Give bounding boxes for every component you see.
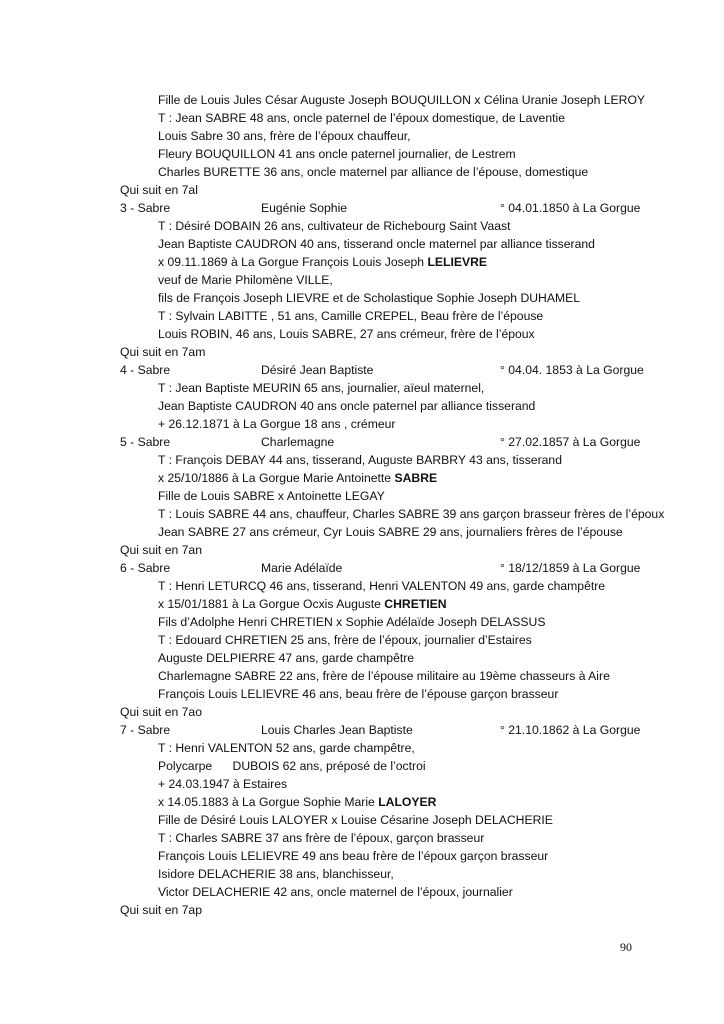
- text-line: Victor DELACHERIE 42 ans, oncle maternel de l’époux, journalier: [158, 885, 513, 899]
- text-line: Jean SABRE 27 ans crémeur, Cyr Louis SABRE 29 ans, journaliers frères de l’épouse: [158, 525, 623, 539]
- text-line: T : Louis SABRE 44 ans, chauffeur, Charles SABRE 39 ans garçon brasseur frères de l’époux: [158, 507, 665, 521]
- entry-birth: ° 04.01.1850 à La Gorgue: [500, 201, 641, 215]
- text-line: François Louis LELIEVRE 49 ans beau frère de l’époux garçon brasseur: [158, 849, 549, 863]
- text-line: Louis Sabre 30 ans, frère de l’époux chauffeur,: [158, 129, 411, 143]
- text-line: Fille de Louis Jules César Auguste Joseph BOUQUILLON x Célina Uranie Joseph LEROY: [158, 93, 646, 107]
- text-line: François Louis LELIEVRE 46 ans, beau frère de l’épouse garçon brasseur: [158, 687, 559, 701]
- text-line: T : Henri LETURCQ 46 ans, tisserand, Henri VALENTON 49 ans, garde champêtre: [158, 579, 606, 593]
- text-line: T : Jean SABRE 48 ans, oncle paternel de l’époux domestique, de Laventie: [158, 111, 565, 125]
- spouse-surname: SABRE: [394, 471, 438, 485]
- follow-note: Qui suit en 7ao: [120, 705, 202, 719]
- entry-birth: ° 27.02.1857 à La Gorgue: [500, 435, 641, 449]
- entry-name: Désiré Jean Baptiste: [261, 363, 374, 377]
- page-number: 90: [620, 940, 632, 954]
- text-line: T : Charles SABRE 37 ans frère de l’époux, garçon brasseur: [158, 831, 485, 845]
- text-line: Charles BURETTE 36 ans, oncle maternel par alliance de l’épouse, domestique: [158, 165, 589, 179]
- spouse-surname: LELIEVRE: [427, 255, 488, 269]
- entry-birth: ° 21.10.1862 à La Gorgue: [500, 723, 641, 737]
- follow-note: Qui suit en 7am: [120, 345, 206, 359]
- marriage-line: x 09.11.1869 à La Gorgue François Louis Joseph LELIEVRE: [158, 255, 488, 269]
- marriage-line: x 15/01/1881 à La Gorgue Ocxis Auguste CHRETIEN: [158, 597, 447, 611]
- text-line: Jean Baptiste CAUDRON 40 ans, tisserand oncle maternel par alliance tisserand: [158, 237, 595, 251]
- text-line: Jean Baptiste CAUDRON 40 ans oncle paternel par alliance tisserand: [158, 399, 536, 413]
- entry-number: 3 - Sabre: [120, 201, 171, 215]
- entry-name: Charlemagne: [261, 435, 335, 449]
- text-line: T : Sylvain LABITTE , 51 ans, Camille CREPEL, Beau frère de l’épouse: [158, 309, 544, 323]
- text-line: T : Désiré DOBAIN 26 ans, cultivateur de Richebourg Saint Vaast: [158, 219, 511, 233]
- text-line: veuf de Marie Philomène VILLE,: [158, 273, 333, 287]
- text-line: + 26.12.1871 à La Gorgue 18 ans , crémeur: [158, 417, 396, 431]
- spouse-surname: CHRETIEN: [384, 597, 447, 611]
- marriage-line: x 14.05.1883 à La Gorgue Sophie Marie LALOYER: [158, 795, 437, 809]
- text-line: Charlemagne SABRE 22 ans, frère de l’épouse militaire au 19ème chasseurs à Aire: [158, 669, 610, 683]
- entry-number: 4 - Sabre: [120, 363, 171, 377]
- text-line: Louis ROBIN, 46 ans, Louis SABRE, 27 ans crémeur, frère de l’époux: [158, 327, 535, 341]
- entry-name: Louis Charles Jean Baptiste: [261, 723, 413, 737]
- entry-number: 5 - Sabre: [120, 435, 171, 449]
- text-line: Polycarpe DUBOIS 62 ans, préposé de l’octroi: [158, 759, 426, 773]
- text-line: Fils d’Adolphe Henri CHRETIEN x Sophie Adélaïde Joseph DELASSUS: [158, 615, 546, 629]
- entry-number: 7 - Sabre: [120, 723, 171, 737]
- follow-note: Qui suit en 7ap: [120, 903, 202, 917]
- text-line: T : Jean Baptiste MEURIN 65 ans, journalier, aïeul maternel,: [158, 381, 485, 395]
- entry-birth: ° 18/12/1859 à La Gorgue: [500, 561, 641, 575]
- entry-name: Eugénie Sophie: [261, 201, 348, 215]
- text-line: Auguste DELPIERRE 47 ans, garde champêtre: [158, 651, 415, 665]
- entry-birth: ° 04.04. 1853 à La Gorgue: [500, 363, 644, 377]
- spouse-surname: LALOYER: [378, 795, 437, 809]
- entry-name: Marie Adélaïde: [261, 561, 343, 575]
- follow-note: Qui suit en 7an: [120, 543, 202, 557]
- text-line: Isidore DELACHERIE 38 ans, blanchisseur,: [158, 867, 394, 881]
- text-line: T : Edouard CHRETIEN 25 ans, frère de l’époux, journalier d’Estaires: [158, 633, 532, 647]
- text-line: fils de François Joseph LIEVRE et de Scholastique Sophie Joseph DUHAMEL: [158, 291, 581, 305]
- text-line: Fille de Louis SABRE x Antoinette LEGAY: [158, 489, 385, 503]
- text-line: Fleury BOUQUILLON 41 ans oncle paternel journalier, de Lestrem: [158, 147, 516, 161]
- text-line: T : François DEBAY 44 ans, tisserand, Auguste BARBRY 43 ans, tisserand: [158, 453, 562, 467]
- text-line: + 24.03.1947 à Estaires: [158, 777, 288, 791]
- text-line: T : Henri VALENTON 52 ans, garde champêtre,: [158, 741, 415, 755]
- entry-number: 6 - Sabre: [120, 561, 171, 575]
- follow-note: Qui suit en 7al: [120, 183, 198, 197]
- marriage-line: x 25/10/1886 à La Gorgue Marie Antoinette SABRE: [158, 471, 438, 485]
- text-line: Fille de Désiré Louis LALOYER x Louise Césarine Joseph DELACHERIE: [158, 813, 553, 827]
